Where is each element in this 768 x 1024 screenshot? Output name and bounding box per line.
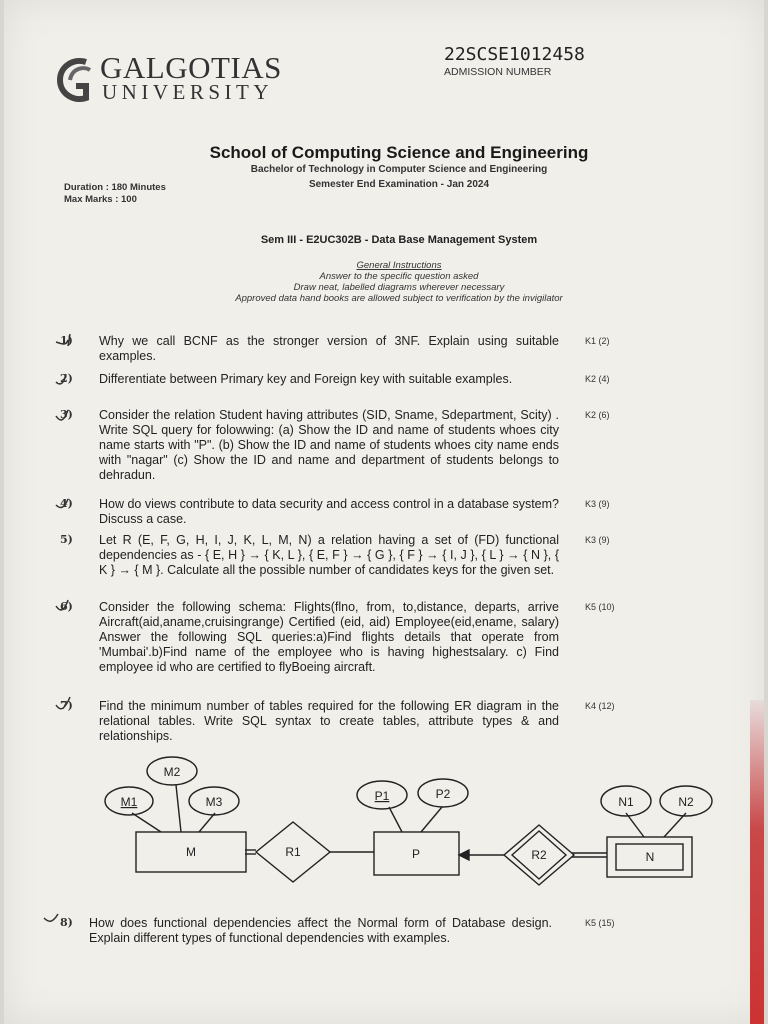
entity-m: M (186, 845, 196, 859)
entity-p: P (411, 847, 421, 861)
instruction-line: Draw neat, labelled diagrams wherever necessary (293, 282, 505, 293)
instruction-line: Approved data hand books are allowed subject to verification by the invigilator (235, 293, 563, 304)
question-number: 3) (60, 408, 73, 421)
university-logo (56, 50, 282, 110)
max-marks: Max Marks : 100 (64, 194, 137, 205)
question-text: Consider the relation Student having attributes (SID, Sname, Sdepartment, Scity) . Write SQL query for folowwing: (a) Show the ID and name of students whoes city name starts with "P". (b) Show the ID and name of students whoes city name ends with "nagar" (c) Show the ID and name and department of students belongs to dehradun. (99, 408, 559, 482)
admission-number-value: 22SCSE1012458 (444, 44, 585, 65)
background-edge (750, 700, 764, 1024)
entity-n: N (645, 850, 655, 864)
question-marks: K2 (6) (585, 410, 610, 420)
question-marks: K5 (10) (585, 602, 615, 612)
question-number: 8) (60, 916, 73, 929)
exam-title: Semester End Examination - Jan 2024 (308, 179, 490, 190)
question-number: 1) (60, 334, 73, 347)
question-number: 7) (60, 699, 73, 712)
question-text: How do views contribute to data security and access control in a database system? Discuss a case. (99, 497, 559, 526)
question-marks: K2 (4) (585, 374, 610, 384)
relationship-r1: R1 (285, 845, 301, 859)
relationship-r2: R2 (531, 848, 547, 862)
instructions-heading: General Instructions (356, 260, 442, 271)
exam-paper (4, 0, 764, 1024)
attribute-p2: P2 (435, 787, 451, 801)
attribute-p1: P1 (374, 789, 390, 803)
question-text: Let R (E, F, G, H, I, J, K, L, M, N) a relation having a set of (FD) functional dependencies as - { E, H } → { K, L }, { E, F } → { G }, { F } → { I, J }, { L } → { N }, { K } → { M }. Calculate all the possible number of candidates keys for the given set. (99, 533, 559, 577)
logo-emblem-icon (56, 56, 98, 104)
attribute-m1: M1 (120, 795, 138, 809)
question-number: 6) (60, 600, 73, 613)
attribute-m2: M2 (163, 765, 181, 779)
attribute-n1: N1 (618, 795, 634, 809)
question-text: Differentiate between Primary key and Foreign key with suitable examples. (99, 372, 513, 386)
attribute-n2: N2 (678, 795, 694, 809)
instruction-line: Answer to the specific question asked (319, 271, 479, 282)
question-text: Consider the following schema: Flights(flno, from, to,distance, departs, arrive Aircraft(aid,aname,cruisingrange) Certified (eid, aid) Employee(eid,ename, salary) Answer the following SQL queries:a)Find flights details that operate from 'Mumbai'.b)Find name of the employee who is having highestsalary. c) Find employee id who are certified to flyBoeing aircraft. (99, 600, 559, 674)
attribute-m3: M3 (205, 795, 223, 809)
question-text: How does functional dependencies affect the Normal form of Database design. Explain different types of functional dependencies with examples. (89, 916, 552, 945)
logo-wordmark: GALGOTIAS (100, 50, 282, 85)
admission-number-label: ADMISSION NUMBER (444, 66, 552, 78)
duration: Duration : 180 Minutes (64, 182, 166, 193)
course-title: Sem III - E2UC302B - Data Base Management System (260, 234, 538, 246)
question-marks: K5 (15) (585, 918, 615, 928)
question-marks: K4 (12) (585, 701, 615, 711)
question-number: 4) (60, 497, 73, 510)
question-marks: K1 (2) (585, 336, 610, 346)
logo-subtitle: UNIVERSITY (102, 80, 273, 104)
question-marks: K3 (9) (585, 535, 610, 545)
er-diagram (99, 755, 739, 905)
question-number: 2) (60, 372, 73, 385)
question-number: 5) (60, 533, 73, 546)
question-text: Why we call BCNF as the stronger version of 3NF. Explain using suitable examples. (99, 334, 559, 363)
school-title: School of Computing Science and Engineering (209, 143, 589, 162)
question-text: Find the minimum number of tables required for the following ER diagram in the relational tables. Write SQL syntax to create tables, attribute types & and relationships. (99, 699, 559, 743)
question-marks: K3 (9) (585, 499, 610, 509)
program-title: Bachelor of Technology in Computer Science and Engineering (250, 164, 548, 175)
